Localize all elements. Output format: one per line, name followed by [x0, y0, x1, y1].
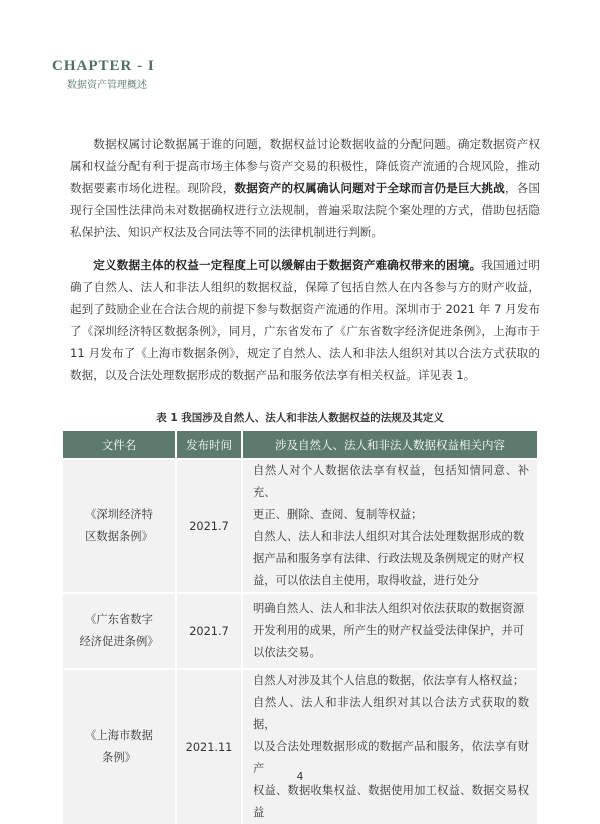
paragraph-2 — [70, 254, 540, 386]
header-file-name: 文件名 — [63, 431, 176, 459]
content-line: 自然人对个人数据依法享有权益，包括知情同意、补充、 — [253, 464, 529, 499]
content-line: 自然人、法人和非法人组织对其合法处理数据形成的数 — [253, 530, 525, 543]
file-name-line: 《上海市数据 — [85, 729, 153, 742]
content-line: 权益、数据收集权益、数据使用加工权益、数据交易权益 — [253, 784, 529, 819]
content-line: 更正、删除、查阅、复制等权益； — [253, 508, 423, 521]
content-line: 以依法交易。 — [253, 646, 321, 659]
page-number: 4 — [296, 771, 304, 783]
header-related-content: 涉及自然人、法人和非法人数据权益相关内容 — [242, 431, 537, 459]
chapter-subtitle: 数据资产管理概述 — [67, 80, 147, 91]
cell-file-name — [63, 593, 176, 669]
file-name-line: 区数据条例》 — [85, 530, 153, 543]
table-row — [63, 593, 537, 669]
paragraph-1-text-before: 数据权属讨论数据属于谁的问题，数据权益讨论数据收益的分配问题。确定数据资产权属和权益分配有利于提高市场主体参与资产交易的积极性，降低资产流通的合规风险，推动数据要素市场化进程。现阶段， — [70, 137, 540, 195]
content-line: 自然人对涉及其个人信息的数据，依法享有人格权益； — [253, 674, 525, 687]
file-name-line: 经济促进条例》 — [79, 635, 159, 648]
header-release-date: 发布时间 — [176, 431, 242, 459]
content-line: 自然人、法人和非法人组织对其以合法方式获取的数据， — [253, 696, 529, 731]
cell-content — [242, 593, 537, 669]
paragraph-2-text-after: 我国通过明确了自然人、法人和非法人组织的数据权益，保障了包括自然人在内各参与方的财产收益，起到了鼓励企业在合法合规的前提下参与数据资产流通的作用。深圳市于 2021 年 7 月发布了《深圳经济特区数据条例》，同月，广东省发布了《广东省数字经济促进条例》，上海市于 11 月发布了《上海市数据条例》，规定了自然人、法人和非法人组织对其以合法方式获取的数据，以及合法处理数据形成的数据产品和服务依法享有相关权益。详见表 1。 — [70, 258, 540, 382]
paragraph-2-bold: 定义数据主体的权益一定程度上可以缓解由于数据资产难确权带来的困境。 — [93, 258, 482, 272]
paragraph-1-text-after: ，各国现行全国性法律尚未对数据确权进行立法规制，普遍采取法院个案处理的方式，借助包括隐私保护法、知识产权法及合同法等不同的法律机制进行判断。 — [70, 181, 540, 239]
file-name-line: 《深圳经济特 — [85, 508, 153, 521]
chapter-heading: CHAPTER - I — [52, 58, 155, 74]
file-name-line: 条例》 — [102, 751, 136, 764]
regulations-table — [63, 431, 537, 824]
cell-content — [242, 669, 537, 824]
cell-file-name — [63, 459, 176, 593]
cell-release-date: 2021.7 — [176, 459, 242, 593]
content-line: 明确自然人、法人和非法人组织对依法获取的数据资源 — [253, 602, 525, 615]
table-row — [63, 459, 537, 593]
table-caption: 表 1 我国涉及自然人、法人和非法人数据权益的法规及其定义 — [156, 412, 444, 424]
cell-release-date: 2021.7 — [176, 593, 242, 669]
cell-release-date: 2021.11 — [176, 669, 242, 824]
content-line: 以及合法处理数据形成的数据产品和服务，依法享有财产 — [253, 740, 529, 775]
content-line: 开发利用的成果，所产生的财产权益受法律保护，并可 — [253, 624, 525, 637]
table-header-row — [63, 431, 537, 459]
content-line: 据产品和服务享有法律、行政法规及条例规定的财产权 — [253, 552, 525, 565]
paragraph-1-bold: 数据资产的权属确认问题对于全球而言仍是巨大挑战 — [234, 181, 505, 195]
cell-file-name — [63, 669, 176, 824]
file-name-line: 《广东省数字 — [85, 613, 153, 626]
table-row — [63, 669, 537, 824]
content-line: 益，可以依法自主使用，取得收益，进行处分 — [253, 574, 479, 587]
cell-content — [242, 459, 537, 593]
paragraph-1 — [70, 133, 540, 243]
